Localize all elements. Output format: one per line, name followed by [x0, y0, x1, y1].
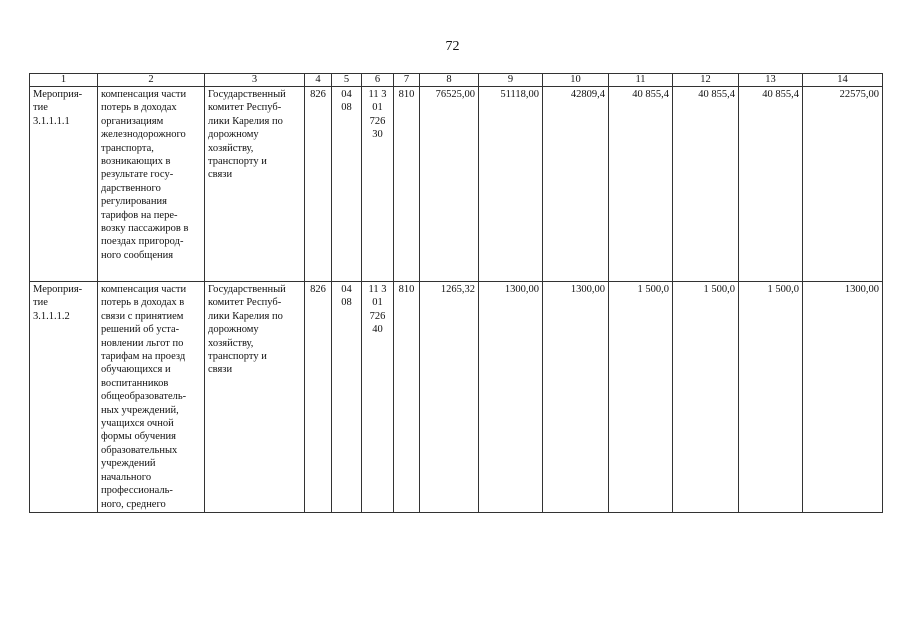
target-code-cell: 11 3 01 726 30 — [362, 87, 394, 282]
value-cell: 40 855,4 — [739, 87, 803, 282]
code-cell: 826 — [305, 282, 332, 513]
expense-type-cell: 810 — [394, 282, 420, 513]
section-code-cell: 04 08 — [332, 282, 362, 513]
value-cell: 1300,00 — [803, 282, 883, 513]
col-header-14: 14 — [803, 74, 883, 87]
value-cell: 1300,00 — [479, 282, 543, 513]
col-header-8: 8 — [420, 74, 479, 87]
value-cell: 40 855,4 — [673, 87, 739, 282]
col-header-11: 11 — [609, 74, 673, 87]
table-row — [30, 87, 883, 282]
table-row — [30, 282, 883, 513]
responsible-body-cell: Государственный комитет Респуб- лики Карелия по дорожному хозяйству, транспорту и связи — [205, 282, 305, 513]
col-header-10: 10 — [543, 74, 609, 87]
col-header-7: 7 — [394, 74, 420, 87]
measure-description-cell: компенсация части потерь в доходах в связи с принятием решений об уста- новлении льгот по тарифам на проезд обучающихся и воспитанников общеобразователь- ных учреждений, учащихся очной формы обучения образовательных учреждений начального профессиональ- ного, среднего — [98, 282, 205, 513]
value-cell: 1 500,0 — [609, 282, 673, 513]
value-cell: 1 500,0 — [673, 282, 739, 513]
value-cell: 1 500,0 — [739, 282, 803, 513]
measure-id-cell: Мероприя- тие 3.1.1.1.2 — [30, 282, 98, 513]
value-cell: 42809,4 — [543, 87, 609, 282]
target-code-cell: 11 3 01 726 40 — [362, 282, 394, 513]
col-header-13: 13 — [739, 74, 803, 87]
col-header-9: 9 — [479, 74, 543, 87]
expense-type-cell: 810 — [394, 87, 420, 282]
responsible-body-cell: Государственный комитет Респуб- лики Карелия по дорожному хозяйству, транспорту и связи — [205, 87, 305, 282]
header-row — [30, 74, 883, 87]
col-header-12: 12 — [673, 74, 739, 87]
value-cell: 22575,00 — [803, 87, 883, 282]
measure-id-cell: Мероприя- тие 3.1.1.1.1 — [30, 87, 98, 282]
code-cell: 826 — [305, 87, 332, 282]
budget-table — [29, 73, 883, 513]
measure-description-cell: компенсация части потерь в доходах организациям железнодорожного транспорта, возникающих в результате госу- дарственного регулирования тарифов на пере- возку пассажиров в поездах пригород- ного сообщения — [98, 87, 205, 282]
col-header-6: 6 — [362, 74, 394, 87]
value-cell: 1265,32 — [420, 282, 479, 513]
value-cell: 1300,00 — [543, 282, 609, 513]
section-code-cell: 04 08 — [332, 87, 362, 282]
page-number: 72 — [445, 39, 460, 54]
col-header-4: 4 — [305, 74, 332, 87]
col-header-2: 2 — [98, 74, 205, 87]
col-header-3: 3 — [205, 74, 305, 87]
value-cell: 76525,00 — [420, 87, 479, 282]
col-header-5: 5 — [332, 74, 362, 87]
value-cell: 40 855,4 — [609, 87, 673, 282]
col-header-1: 1 — [30, 74, 98, 87]
value-cell: 51118,00 — [479, 87, 543, 282]
